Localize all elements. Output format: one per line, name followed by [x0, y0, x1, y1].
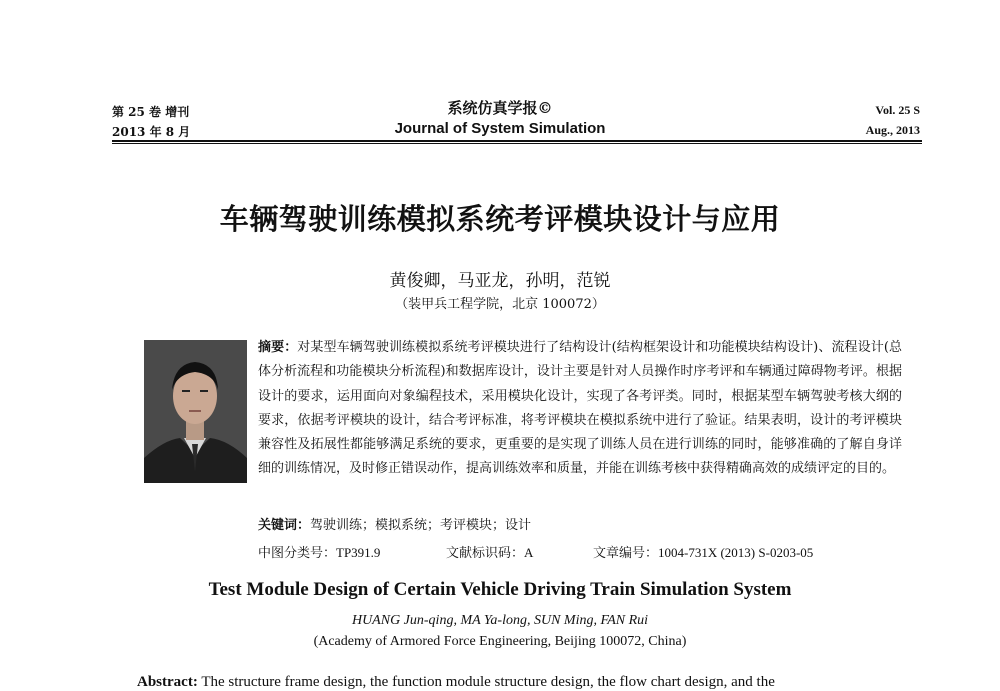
authors-cn: 黄俊卿，马亚龙，孙明，范锐 [389, 271, 611, 291]
keywords-value-cn: 驾驶训练；模拟系统；考评模块；设计 [310, 518, 532, 533]
affiliation-cn: （装甲兵工程学院，北京 100072） [395, 297, 605, 312]
clc-value: TP391.9 [336, 545, 381, 560]
clc-number [258, 542, 380, 561]
authors-en: HUANG Jun-qing, MA Ya-long, SUN Ming, FAN Rui [351, 613, 649, 628]
abstract-label-cn: 摘要： [258, 340, 298, 355]
volume-label-cn: 第 25 卷 增刊 [112, 105, 190, 119]
header-rule [112, 140, 922, 142]
journal-name-cn: 系统仿真学报© [447, 99, 553, 117]
article-no-label: 文章编号： [593, 546, 659, 561]
header-rule-thin [112, 143, 922, 144]
author-portrait-icon [144, 340, 247, 483]
date-label-en: Aug., 2013 [865, 123, 920, 137]
clc-label: 中图分类号： [258, 546, 337, 561]
author-photo [144, 340, 247, 483]
affiliation-en: (Academy of Armored Force Engineering, Beijing 100072, China) [313, 634, 687, 649]
paper-title-cn: 车辆驾驶训练模拟系统考评模块设计与应用 [219, 202, 781, 236]
doc-code-label: 文献标识码： [446, 546, 525, 561]
abstract-cn [258, 336, 902, 482]
keywords-cn [258, 514, 531, 533]
doc-code-value: A [524, 545, 534, 560]
abstract-text-cn: 对某型车辆驾驶训练模拟系统考评模块进行了结构设计(结构框架设计和功能模块结构设计)、流程设计(总体分析流程和功能模块分析流程)和数据库设计，设计主要是针对人员操作时序考评和车辆通过障碍物考评。根据设计的要求，运用面向对象编程技术，采用模块化设计，实现了各考评类。同时，根据某型车辆驾驶考核大纲的要求，依据考评模块的设计，结合考评标准，将考评模块在模拟系统中进行了验证。结果表明，设计的考评模块兼容性及拓展性都能够满足系统的要求，更重要的是实现了训练人员在进行训练的同时，能够准确的了解自身详细的训练情况，及时修正错误动作，提高训练效率和质量，并能在训练考核中获得精确高效的成绩评定的目的。 [258, 340, 902, 477]
abstract-en [137, 674, 897, 691]
article-number [593, 542, 813, 561]
document-code [446, 542, 533, 561]
journal-name-en: Journal of System Simulation [394, 120, 606, 137]
abstract-label-en: Abstract: [137, 674, 198, 690]
volume-label-en: Vol. 25 S [875, 103, 920, 117]
date-label-cn: 2013 年 8 月 [112, 125, 191, 139]
abstract-text-en: The structure frame design, the function module structure design, the flow chart design, and the [201, 674, 775, 690]
paper-title-en: Test Module Design of Certain Vehicle Driving Train Simulation System [208, 579, 792, 600]
article-no-value: 1004-731X (2013) S-0203-05 [658, 545, 814, 560]
keywords-label-cn: 关键词： [258, 518, 311, 533]
